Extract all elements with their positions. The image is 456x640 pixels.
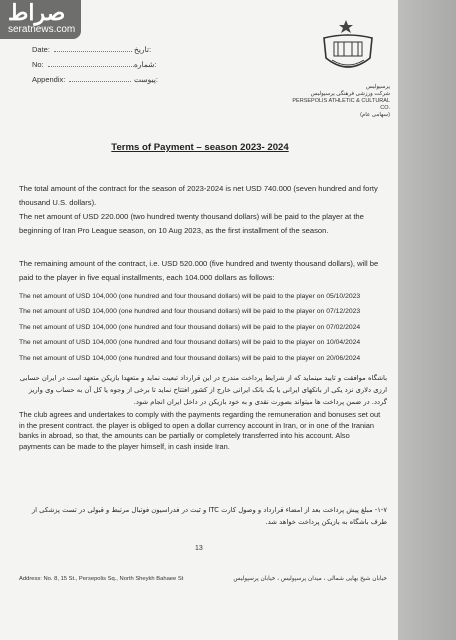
company-line-4: (سهامی عام) — [360, 112, 390, 118]
persepolis-crest-logo — [320, 18, 376, 78]
paragraph-remaining: The remaining amount of the contract, i.e. USD 520.000 (five hundred and twenty thousand dollars), will be paid to the player in five equal installments, each 104.000 dollars as follows: — [19, 259, 379, 282]
company-line-1: پرسپولیس — [365, 84, 390, 90]
paragraph-first-installment: The net amount of USD 220.000 (two hundred twenty thousand dollars) will be paid to the player at the beginning of Iran Pro League season, on 10 Aug 2023, as the first installment of the season. — [19, 212, 364, 235]
persian-note: ۱-۷- مبلغ پیش پرداخت بعد از امضاء قرارداد و وصول کارت ITC و ثبت در فدراسیون فوتبال مرتبط و قبولی در تست پزشکی از طرف باشگاه به بازیکن پرداخت خواهد شد. — [31, 506, 387, 526]
installment-list — [19, 289, 387, 366]
footer-address-fa: خیابان شیخ بهایی شمالی ، میدان پرسپولیس ، خیابان پرسپولیس — [233, 576, 387, 582]
persian-clause: باشگاه موافقت و تایید مینماید که از شرایط پرداخت مندرج در این قرارداد تبعیت نماید و متعهدا بازیکن متعهد است در ایران حسابی ارزی دلاری نزد یکی از بانکهای ایرانی یا یک بانک ایرانی خارج از کشور افتتاح نماید تا برخی از وجوه یا کل آن به حساب وی واریز گردد. در ضمن پرداخت ها میتواند بصورت نقدی و به خود بازیکن در داخل ایران انجام شود. — [19, 374, 387, 406]
watermark-site: seratnews.com — [8, 24, 76, 35]
installment-row: The net amount of USD 104,000 (one hundred and four thousand dollars) will be paid to the player on 20/06/2024 — [19, 354, 361, 362]
number-label: No: — [32, 60, 44, 69]
date-field — [32, 45, 152, 54]
company-line-3: PERSEPOLIS ATHLETIC & CULTURAL CO. — [292, 98, 390, 111]
installment-row: The net amount of USD 104,000 (one hundred and four thousand dollars) will be paid to the player on 10/04/2024 — [19, 339, 361, 347]
page-number: 13 — [195, 545, 203, 552]
installment-row: The net amount of USD 104,000 (one hundred and four thousand dollars) will be paid to the player on 07/02/2024 — [19, 323, 361, 331]
number-field — [32, 60, 157, 69]
installment-row: The net amount of USD 104,000 (one hundred and four thousand dollars) will be paid to the player on 07/12/2023 — [19, 308, 361, 316]
date-label-fa: تاریخ: — [134, 45, 152, 54]
company-line-2: شرکت ورزشی فرهنگی پرسپولیس — [310, 91, 390, 97]
footer-address — [19, 576, 387, 582]
number-label-fa: شماره: — [134, 60, 157, 69]
appendix-label-fa: پیوست: — [134, 75, 158, 84]
appendix-label: Appendix: — [32, 75, 66, 84]
document-title: Terms of Payment – season 2023- 2024 — [111, 142, 289, 153]
date-label: Date: — [32, 45, 50, 54]
site-watermark — [0, 0, 81, 39]
footer-address-en: Address: No. 8, 15 St., Persepolis Sq., North Sheykh Bahaee St — [19, 576, 184, 582]
paragraph-total: The total amount of the contract for the season of 2023-2024 is net USD 740.000 (seven hundred and forty thousand U.S. dollars). — [19, 184, 378, 207]
watermark-logo: صراط — [8, 0, 66, 26]
scan-background-edge — [398, 0, 456, 640]
company-letterhead — [290, 84, 390, 119]
english-clause: The club agrees and undertakes to comply with the payments regarding the remuneration and bonuses set out in the present contract. the player is obliged to open a dollar currency account in Iran, or in one of the Iranian banks in abroad, so that, the amounts can be partially or completely transferred into his account. Also payments can be made to the player himself, in cash inside Iran. — [19, 410, 381, 451]
appendix-field — [32, 75, 158, 84]
installment-row: The net amount of USD 104,000 (one hundred and four thousand dollars) will be paid to the player on 05/10/2023 — [19, 293, 361, 300]
